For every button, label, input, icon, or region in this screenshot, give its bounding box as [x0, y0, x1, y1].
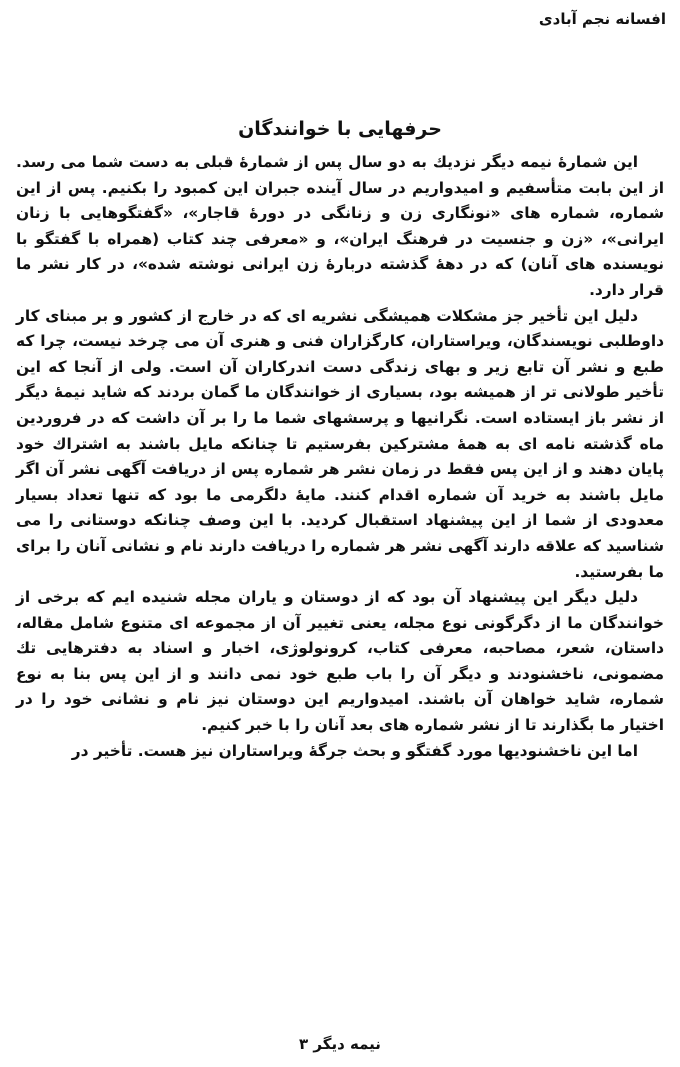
article-body	[16, 150, 664, 764]
paragraph-1: این شمارهٔ نیمه دیگر نزدیك به دو سال پس از شمارهٔ قبلی به دست شما می رسد. از این بابت متأسفیم و امیدواریم در سال آینده جبران این کمبود را بکنیم. پس از این شماره، شماره های «نونگاری زن و زنانگی در دورهٔ قاجار»، «گفتگوهایی با زنان ایرانی»، «زن و جنسیت در فرهنگ ایران»، و «معرفی چند کتاب (همراه با گفتگو با نویسنده های آنان) که در دههٔ گذشته دربارهٔ زن ایرانی نوشته شده»، در کار نشر ما قرار دارد.	[16, 153, 664, 299]
paragraph-4: اما این ناخشنودیها مورد گفتگو و بحث جرگهٔ ویراستاران نیز هست. تأخیر در	[71, 741, 638, 760]
running-header-author: افسانه نجم آبادی	[538, 10, 666, 28]
page-folio: نیمه دیگر ۳	[299, 1035, 381, 1053]
article-title: حرفهایی با خوانندگان	[238, 118, 442, 140]
paragraph-3: دلیل دیگر این پیشنهاد آن بود که از دوستان و یاران مجله شنیده ایم که برخی از خوانندگان ما از دگرگونی نوع مجله، یعنی تغییر آن از مجموعه ای متنوع شامل مقاله، داستان، شعر، مصاحبه، معرفی کتاب، کرونولوژی، اخبار و اسناد به دفترهایی تك مضمونی، ناخشنودند و دیگر آن را باب طبع خود نمی دانند و از این پس بنا به نوع شماره، شاید خواهان آن باشند. امیدواریم این دوستان نیز نام و نشانی خود را در اختیار ما بگذارند تا از نشر شماره های بعد آنان را با خبر کنیم.	[16, 588, 664, 735]
paragraph-2: دلیل این تأخیر جز مشکلات همیشگی نشریه ای که در خارج از کشور و بر مبنای کار داوطلبی نویسندگان، ویراستاران، کارگزاران فنی و هنری آن می چرخد نیست، چرا که طبع و نشر آن تابع زیر و بهای زندگی دست اندرکاران آن است. ولی از آنجا که این تأخیر طولانی تر از همیشه بود، بسیاری از خوانندگان ما گمان بردند که شاید نیمهٔ دیگر از نشر باز ایستاده است. نگرانیها و پرسشهای شما ما را بر آن داشت که در فروردین ماه گذشته نامه ای به همهٔ مشترکین بفرستیم تا چنانکه مایل باشند به اشتراك خود پایان دهند و از این پس فقط در زمان نشر هر شماره پس از دریافت آگهی نشر آن اگر مایل باشند به خرید آن شماره اقدام کنند. مایهٔ دلگرمی ما بود که تنها تعداد بسیار معدودی از شما از این پیشنهاد استقبال کردید. با این وصف چنانکه دوستانی را می شناسید که علاقه دارند آگهی نشر هر شماره را دریافت دارند نام و نشانی آنان را برای ما بفرستید.	[16, 306, 664, 581]
